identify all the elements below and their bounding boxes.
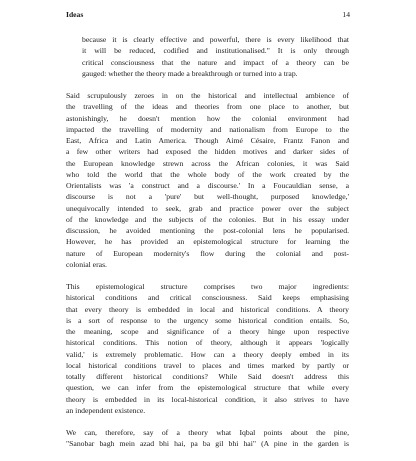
text-line: the travelling of the ideas and theories from one place to another, but (66, 102, 349, 112)
text-line: discussion, he avoided mentioning the post-colonial lens he popularised. (66, 226, 349, 235)
text-line: However, he has provided an epistemological structure for learning the (66, 237, 349, 247)
text-line: valid,' is extremely problematic. How can a theory deeply embed in its (66, 349, 349, 359)
text-line: a few other writers had exposed the hidden motives and darker sides of (66, 147, 349, 157)
text-line: the European knowledge strewn across the African colonies, it was Said (66, 158, 349, 168)
paragraph-1 (66, 34, 349, 79)
text-line: the meaning, scope and significance of a theory hinge upon respective (66, 327, 349, 336)
text-line: unequivocally intended to seek, grab and practice power over the subject (66, 203, 349, 213)
text-line: critical consciousness that the nature and impact of a theory can be (82, 57, 349, 67)
paragraph-4 (66, 427, 349, 450)
text-line: Orientalists was 'a construct and a discourse.' In a Foucauldian sense, a (66, 181, 349, 190)
text-line: historical conditions. This notion of theory, although it appears 'logically (66, 338, 349, 348)
text-line: historical conditions and critical consciousness. Said keeps emphasising (66, 293, 349, 303)
page-number: 14 (342, 10, 350, 19)
text-line: theory is embedded in its local-historical condition, it also strives to have (66, 394, 349, 404)
text-line: impacted the travelling of modernity and nationalism from Europe to the (66, 124, 349, 134)
paragraph-3 (66, 281, 349, 416)
text-line: gauged: whether the theory made a breakthrough or turned into a trap. (82, 68, 298, 78)
text-line: question, we can infer from the epistemological structure that while every (66, 383, 349, 393)
text-line: Said scrupulously zeroes in on the historical and intellectual ambience of (66, 91, 349, 100)
text-line: that every theory is embedded in local and historical conditions. A theory (66, 304, 349, 314)
running-head (66, 10, 350, 20)
text-line: nature of European modernity's flow during the colonial and post- (66, 248, 349, 258)
text-line: We can, therefore, say of a theory what Iqbal points about the pine, (66, 428, 349, 437)
running-head-title: Ideas (66, 10, 84, 19)
text-line: because it is clearly effective and powerful, there is every likelihood that (82, 35, 349, 44)
text-line: astonishingly, he doesn't mention how the colonial environment had (66, 113, 349, 123)
text-line: totally different historical conditions? While Said doesn't address this (66, 372, 349, 381)
text-line: an independent existence. (66, 405, 146, 415)
text-line: discourse is not a 'pure' but well-thought, purposed knowledge,' (66, 192, 349, 202)
text-line: This epistemological structure comprises two major ingredients: (66, 282, 349, 291)
text-line: is a sort of response to the urgency some historical condition entails. So, (66, 315, 349, 325)
text-line: who told the world that the whole body of the work created by the (66, 169, 349, 179)
text-line: local historical conditions travel to places and times marked by partly or (66, 360, 349, 370)
text-line: East, Africa and Latin America. Though Aimé Césaire, Frantz Fanon and (66, 136, 349, 145)
body-text (66, 34, 349, 461)
paragraph-2 (66, 90, 349, 270)
text-line: of the knowledge and the subjects of the colonies. But in his essay under (66, 214, 349, 224)
text-line: it will be reduced, codified and institutionalised." It is only through (82, 46, 349, 56)
text-line: "Sanobar bagh mein azad bhi hai, pa ba gil bhi hai" (A pine in the garden is (66, 439, 349, 449)
text-line: colonial eras. (66, 259, 107, 269)
